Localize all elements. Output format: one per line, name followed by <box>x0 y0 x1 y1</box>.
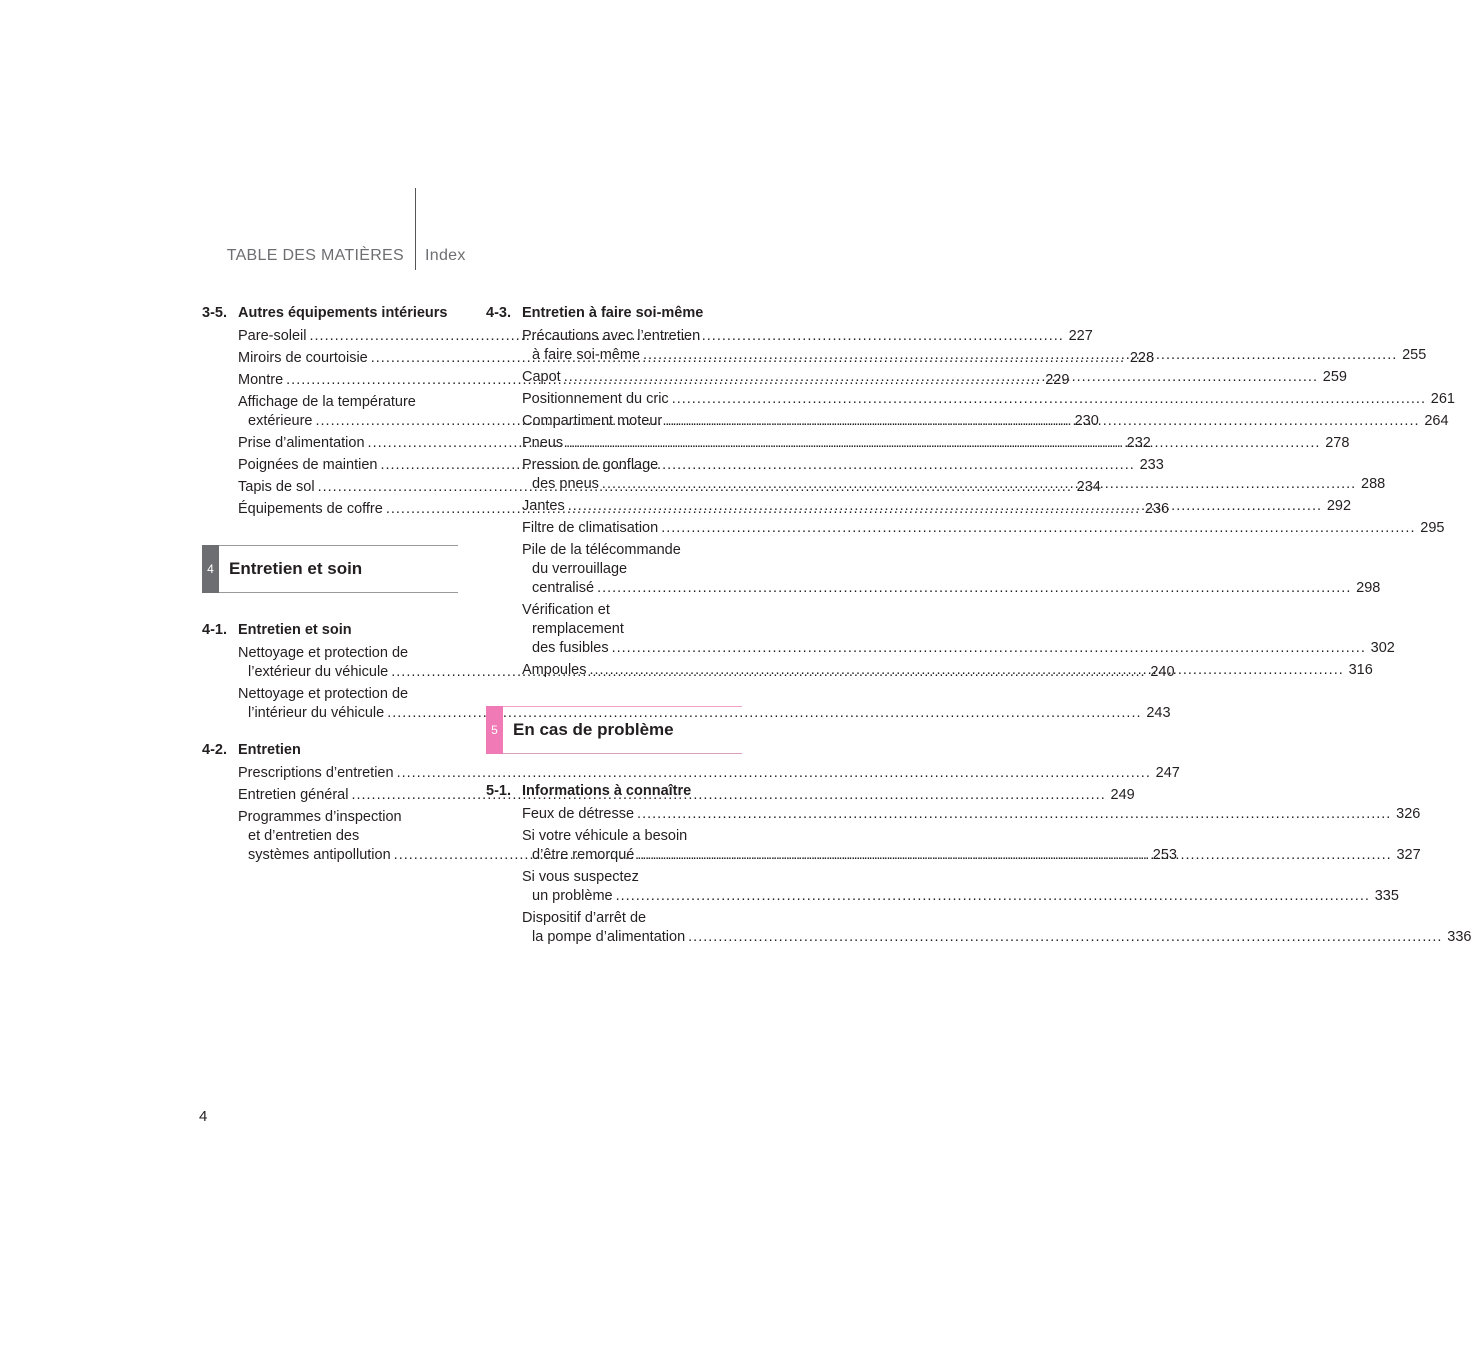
section-title: Autres équipements intérieurs <box>238 305 448 321</box>
section-title: Entretien et soin <box>238 622 352 638</box>
entry-last-line <box>522 346 1400 365</box>
entry-page-number: 249 <box>1110 787 1135 803</box>
section-heading <box>486 304 742 322</box>
entry-text: Compartiment moteur <box>522 413 663 429</box>
entry-page-number: 227 <box>1068 328 1093 344</box>
page-number: 4 <box>199 1108 208 1125</box>
entry-page-number: 326 <box>1396 806 1421 822</box>
toc-entry[interactable] <box>522 390 1455 409</box>
entry-text: Précautions avec l’entretien <box>522 328 701 344</box>
entry-page-number: 278 <box>1325 435 1350 451</box>
entry-text: Équipements de coffre <box>238 501 383 517</box>
toc-entry[interactable] <box>238 685 1171 723</box>
entry-page-number: 230 <box>1074 413 1099 429</box>
entry-page-number: 253 <box>1152 847 1177 863</box>
entry-text: des pneus <box>532 476 599 492</box>
section-heading <box>202 741 458 759</box>
section-heading <box>486 782 742 800</box>
entry-page-number: 232 <box>1126 435 1151 451</box>
entry-last-line <box>522 579 1354 598</box>
entry-text: Tapis de sol <box>238 479 315 495</box>
entry-text: centralisé <box>532 580 595 596</box>
entry-page-number: 327 <box>1396 847 1421 863</box>
entry-page-number: 228 <box>1129 350 1155 366</box>
entry-last-line <box>522 412 1423 431</box>
entry-page-number: 229 <box>1045 372 1070 388</box>
section-number: 4-3. <box>486 305 511 321</box>
entry-text: extérieure <box>248 413 313 429</box>
entry-page-number: 302 <box>1370 640 1395 656</box>
entry-text: Pression de gonflage <box>522 457 659 473</box>
section-number: 5-1. <box>486 783 511 799</box>
entry-text: Ampoules <box>522 662 587 678</box>
entry-last-line <box>522 519 1418 538</box>
section-number: 4-1. <box>202 622 227 638</box>
entry-label <box>522 434 1323 453</box>
chapter-5-banner[interactable] <box>486 706 742 754</box>
leader-dots <box>643 346 1397 365</box>
entry-last-line <box>522 928 1445 947</box>
entry-text: Pare-soleil <box>238 328 307 344</box>
page-header <box>0 0 960 270</box>
entry-page-number: 240 <box>1150 664 1175 680</box>
entry-label <box>522 456 1359 494</box>
entry-last-line <box>522 887 1373 906</box>
toc-entry[interactable] <box>522 601 1395 658</box>
entry-page-number: 259 <box>1322 369 1347 385</box>
entry-page-number: 292 <box>1326 498 1352 514</box>
chapter-4-banner[interactable] <box>202 545 458 593</box>
entry-label <box>522 827 1395 865</box>
entry-last-line <box>522 475 1359 494</box>
entry-label <box>522 497 1325 516</box>
entry-label <box>522 868 1373 906</box>
leader-dots <box>661 519 1415 538</box>
entry-text: Filtre de climatisation <box>522 520 659 536</box>
entry-page-number: 255 <box>1402 347 1427 363</box>
entry-last-line <box>522 434 1323 453</box>
leader-dots <box>637 846 1391 865</box>
leader-dots <box>688 928 1442 947</box>
chapter-title: En cas de problème <box>513 720 674 739</box>
entry-text: la pompe d’alimentation <box>532 929 686 945</box>
entry-last-line <box>522 639 1369 658</box>
entry-text: Affichage de la température <box>238 394 416 410</box>
entry-page-number: 233 <box>1139 457 1164 473</box>
entry-page-number: 234 <box>1076 479 1101 495</box>
entry-last-line <box>522 390 1429 409</box>
toc-entry[interactable] <box>522 805 1421 824</box>
leader-dots <box>597 579 1351 598</box>
entry-text: Pneus <box>522 435 564 451</box>
entry-label <box>522 412 1423 431</box>
entry-page-number: 243 <box>1146 705 1171 721</box>
entry-label <box>522 368 1321 387</box>
toc-entry[interactable] <box>522 519 1445 538</box>
entry-text: du verrouillage <box>532 561 628 577</box>
section-heading <box>202 304 458 322</box>
section-title: Entretien à faire soi-même <box>522 305 704 321</box>
entry-page-number: 295 <box>1420 520 1445 536</box>
toc-link[interactable]: TABLE DES MATIÈRES <box>226 247 404 264</box>
leader-dots <box>672 390 1426 409</box>
entry-label <box>522 661 1347 680</box>
entry-text: Prise d’alimentation <box>238 435 365 451</box>
entry-page-number: 335 <box>1374 888 1399 904</box>
entry-text: d’être remorqué <box>532 847 635 863</box>
entry-text: un problème <box>532 888 613 904</box>
entry-text: Miroirs de courtoisie <box>238 350 368 366</box>
chapter-title: Entretien et soin <box>229 559 363 578</box>
section-heading <box>202 621 458 639</box>
section-number: 3-5. <box>202 305 227 321</box>
entry-page-number: 264 <box>1424 413 1449 429</box>
entry-page-number: 247 <box>1155 765 1180 781</box>
entry-page-number: 298 <box>1356 580 1381 596</box>
entry-label <box>522 805 1394 824</box>
entry-text: Poignées de maintien <box>238 457 378 473</box>
entry-text: à faire soi-même <box>532 347 640 363</box>
toc-entry[interactable] <box>522 909 1471 947</box>
entry-text: Montre <box>238 372 284 388</box>
entry-text: l’intérieur du véhicule <box>248 705 385 721</box>
entry-last-line <box>522 497 1325 516</box>
entry-label <box>522 909 1445 947</box>
entry-last-line <box>522 661 1347 680</box>
entry-text: et d’entretien des <box>248 828 360 844</box>
entry-label <box>522 327 1400 365</box>
leader-dots <box>564 368 1318 387</box>
entry-text: Vérification et <box>522 602 610 618</box>
entry-text: Dispositif d’arrêt de <box>522 910 647 926</box>
entry-text: Prescriptions d’entretien <box>238 765 394 781</box>
leader-dots <box>637 805 1391 824</box>
entry-text: Programmes d’inspection <box>238 809 402 825</box>
entry-last-line <box>522 368 1321 387</box>
toc-entry[interactable] <box>522 541 1381 598</box>
entry-page-number: 261 <box>1430 391 1455 407</box>
entry-text: Nettoyage et protection de <box>238 686 409 702</box>
section-title: Entretien <box>238 742 301 758</box>
entry-text: remplacement <box>532 621 624 637</box>
entry-text: Entretien général <box>238 787 349 803</box>
entry-text: Capot <box>522 369 561 385</box>
entry-page-number: 336 <box>1447 929 1471 945</box>
entry-page-number: 236 <box>1144 501 1170 517</box>
entry-text: l’extérieur du véhicule <box>248 664 389 680</box>
entry-text: Feux de détresse <box>522 806 635 822</box>
section-title: Informations à connaître <box>522 783 692 799</box>
entry-label <box>522 519 1418 538</box>
entry-text: Nettoyage et protection de <box>238 645 409 661</box>
leader-dots <box>566 434 1320 453</box>
toc-entry[interactable] <box>522 868 1399 906</box>
entry-last-line <box>522 846 1395 865</box>
section-number: 4-2. <box>202 742 227 758</box>
entry-text: des fusibles <box>532 640 609 656</box>
leader-dots <box>612 639 1366 658</box>
entry-text: Jantes <box>522 498 565 514</box>
entry-text: Pile de la télécommande <box>522 542 681 558</box>
entry-label <box>522 541 1354 598</box>
chapter-tab: 5 <box>486 706 503 754</box>
leader-dots <box>665 412 1419 431</box>
index-link[interactable]: Index <box>425 247 466 264</box>
entry-label <box>522 390 1429 409</box>
toc-entry[interactable] <box>238 764 1180 783</box>
leader-dots <box>589 661 1343 680</box>
leader-dots <box>616 887 1370 906</box>
entry-text: Si votre véhicule a besoin <box>522 828 688 844</box>
entry-text: systèmes antipollution <box>248 847 391 863</box>
chapter-tab: 4 <box>202 545 219 593</box>
header-divider <box>415 188 416 270</box>
entry-text: Si vous suspectez <box>522 869 639 885</box>
entry-text: Positionnement du cric <box>522 391 669 407</box>
entry-page-number: 288 <box>1361 476 1386 492</box>
entry-last-line <box>522 805 1394 824</box>
entry-page-number: 316 <box>1348 662 1373 678</box>
leader-dots <box>568 497 1322 516</box>
entry-label <box>522 601 1369 658</box>
leader-dots <box>602 475 1356 494</box>
